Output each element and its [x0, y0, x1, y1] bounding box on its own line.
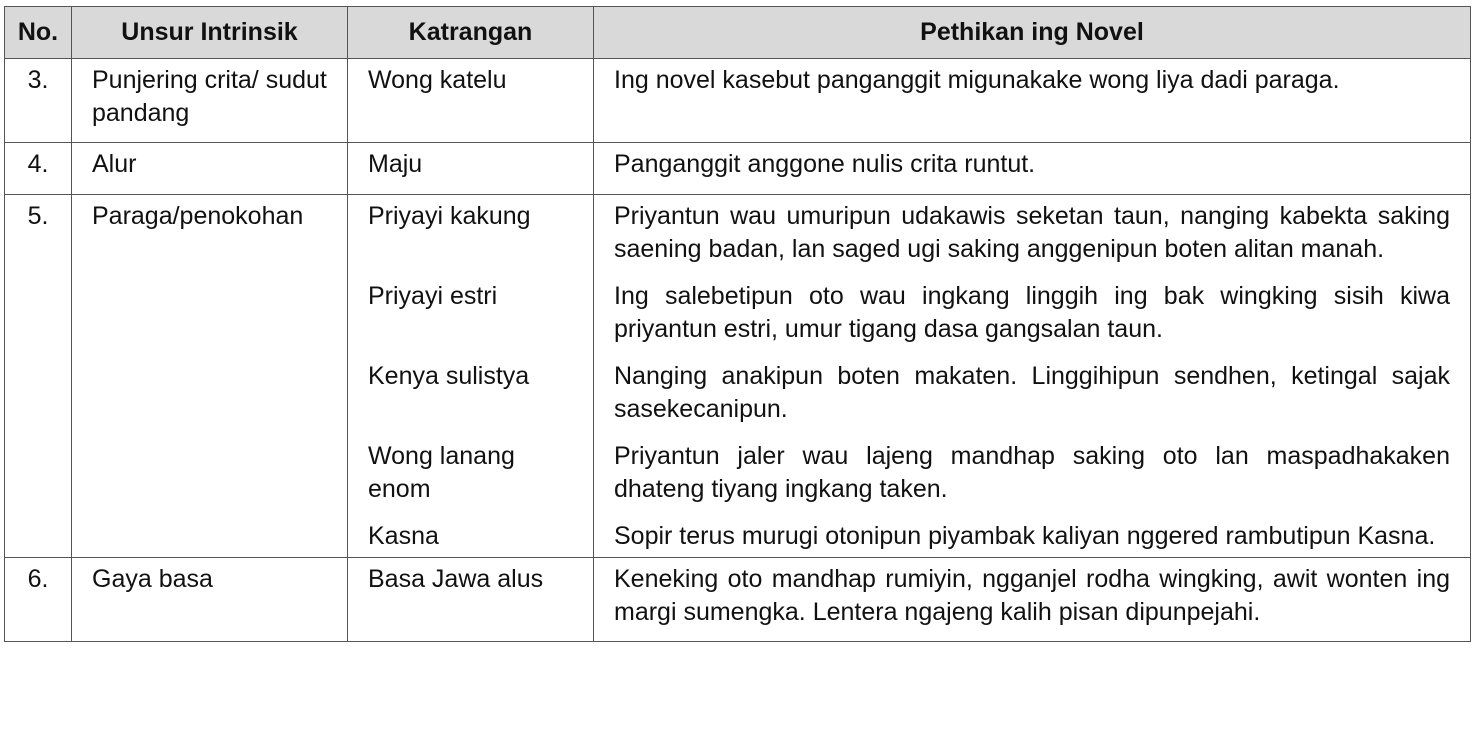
katrangan-cell: Priyayi kakung — [348, 195, 594, 271]
pethikan-cell: Ing salebetipun oto wau ingkang linggih ing bak wingking sisih kiwa priyantun estri, umur tigang dasa gangsalan taun. — [594, 270, 1471, 350]
katrangan-cell: Priyayi estri — [348, 270, 594, 350]
row-number: 3. — [5, 59, 72, 143]
header-row — [5, 7, 1471, 59]
unsur-cell: Alur — [72, 143, 348, 195]
pethikan-cell: Nanging anakipun boten makaten. Linggihipun sendhen, ketingal sajak sasekecanipun. — [594, 350, 1471, 430]
table-row — [5, 195, 1471, 271]
katrangan-cell: Kenya sulistya — [348, 350, 594, 430]
table-row — [5, 143, 1471, 195]
header-unsur-intrinsik: Unsur Intrinsik — [72, 7, 348, 59]
katrangan-cell: Kasna — [348, 510, 594, 558]
header-pethikan: Pethikan ing Novel — [594, 7, 1471, 59]
katrangan-cell: Maju — [348, 143, 594, 195]
pethikan-cell: Priyantun jaler wau lajeng mandhap saking oto lan maspadhakaken dhateng tiyang ingkang taken. — [594, 430, 1471, 510]
pethikan-cell: Ing novel kasebut panganggit migunakake wong liya dadi paraga. — [594, 59, 1471, 143]
unsur-cell: Gaya basa — [72, 558, 348, 642]
pethikan-cell: Priyantun wau umuripun udakawis seketan taun, nanging kabekta saking saening badan, lan saged ugi saking anggenipun boten alitan manah. — [594, 195, 1471, 271]
row-number: 4. — [5, 143, 72, 195]
intrinsic-elements-table — [4, 6, 1471, 642]
pethikan-cell: Keneking oto mandhap rumiyin, ngganjel rodha wingking, awit wonten ing margi sumengka. Lentera ngajeng kalih pisan dipunpejahi. — [594, 558, 1471, 642]
katrangan-cell: Basa Jawa alus — [348, 558, 594, 642]
row-number: 5. — [5, 195, 72, 558]
table-row — [5, 558, 1471, 642]
unsur-cell: Punjering crita/ sudut pandang — [72, 59, 348, 143]
pethikan-cell: Sopir terus murugi otonipun piyambak kaliyan nggered rambutipun Kasna. — [594, 510, 1471, 558]
katrangan-cell: Wong katelu — [348, 59, 594, 143]
header-no: No. — [5, 7, 72, 59]
header-katrangan: Katrangan — [348, 7, 594, 59]
row-number: 6. — [5, 558, 72, 642]
table-row — [5, 59, 1471, 143]
unsur-cell: Paraga/penokohan — [72, 195, 348, 558]
katrangan-cell: Wong lanang enom — [348, 430, 594, 510]
pethikan-cell: Panganggit anggone nulis crita runtut. — [594, 143, 1471, 195]
